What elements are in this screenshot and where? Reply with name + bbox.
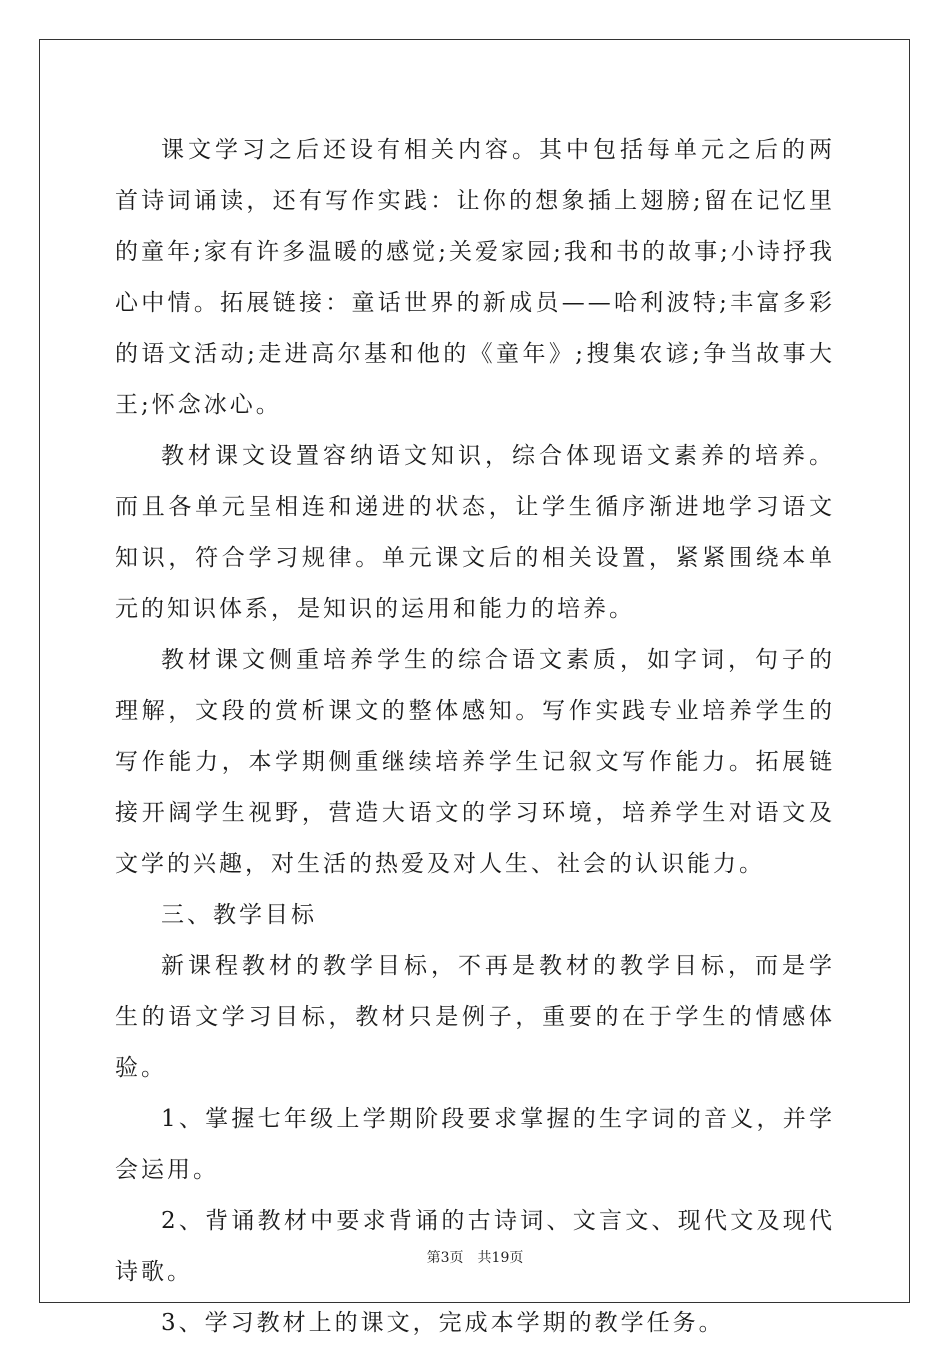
page-total: 共19页 [477,1250,524,1266]
document-body [115,125,835,1349]
paragraph-related-content: 课文学习之后还设有相关内容。其中包括每单元之后的两首诗词诵读，还有写作实践：让你的想象插上翅膀;留在记忆里的童年;家有许多温暖的感觉;关爱家园;我和书的故事;小诗抒我心中情。拓展链接：童话世界的新成员——哈利波特;丰富多彩的语文活动;走进高尔基和他的《童年》;搜集农谚;争当故事大王;怀念冰心。 [115,137,835,418]
paragraph-textbook-focus: 教材课文侧重培养学生的综合语文素质，如字词，句子的理解，文段的赏析课文的整体感知。写作实践专业培养学生的写作能力，本学期侧重继续培养学生记叙文写作能力。拓展链接开阔学生视野，营造大语文的学习环境，培养学生对语文及文学的兴趣，对生活的热爱及对人生、社会的认识能力。 [115,647,835,877]
paragraph-textbook-design: 教材课文设置容纳语文知识，综合体现语文素养的培养。而且各单元呈相连和递进的状态，让学生循序渐进地学习语文知识，符合学习规律。单元课文后的相关设置，紧紧围绕本单元的知识体系，是知识的运用和能力的培养。 [115,443,835,622]
page-footer [0,1247,950,1267]
goal-item-3: 3、学习教材上的课文，完成本学期的教学任务。 [161,1310,725,1336]
goal-item-2: 2、背诵教材中要求背诵的古诗词、文言文、现代文及现代诗歌。 [115,1208,835,1285]
page-number: 第3页 [426,1250,464,1266]
paragraph-goals-intro: 新课程教材的教学目标，不再是教材的教学目标，而是学生的语文学习目标，教材只是例子，重要的在于学生的情感体验。 [115,953,835,1081]
section-heading-teaching-goals: 三、教学目标 [161,902,317,928]
goal-item-1: 1、掌握七年级上学期阶段要求掌握的生字词的音义，并学会运用。 [115,1106,835,1183]
